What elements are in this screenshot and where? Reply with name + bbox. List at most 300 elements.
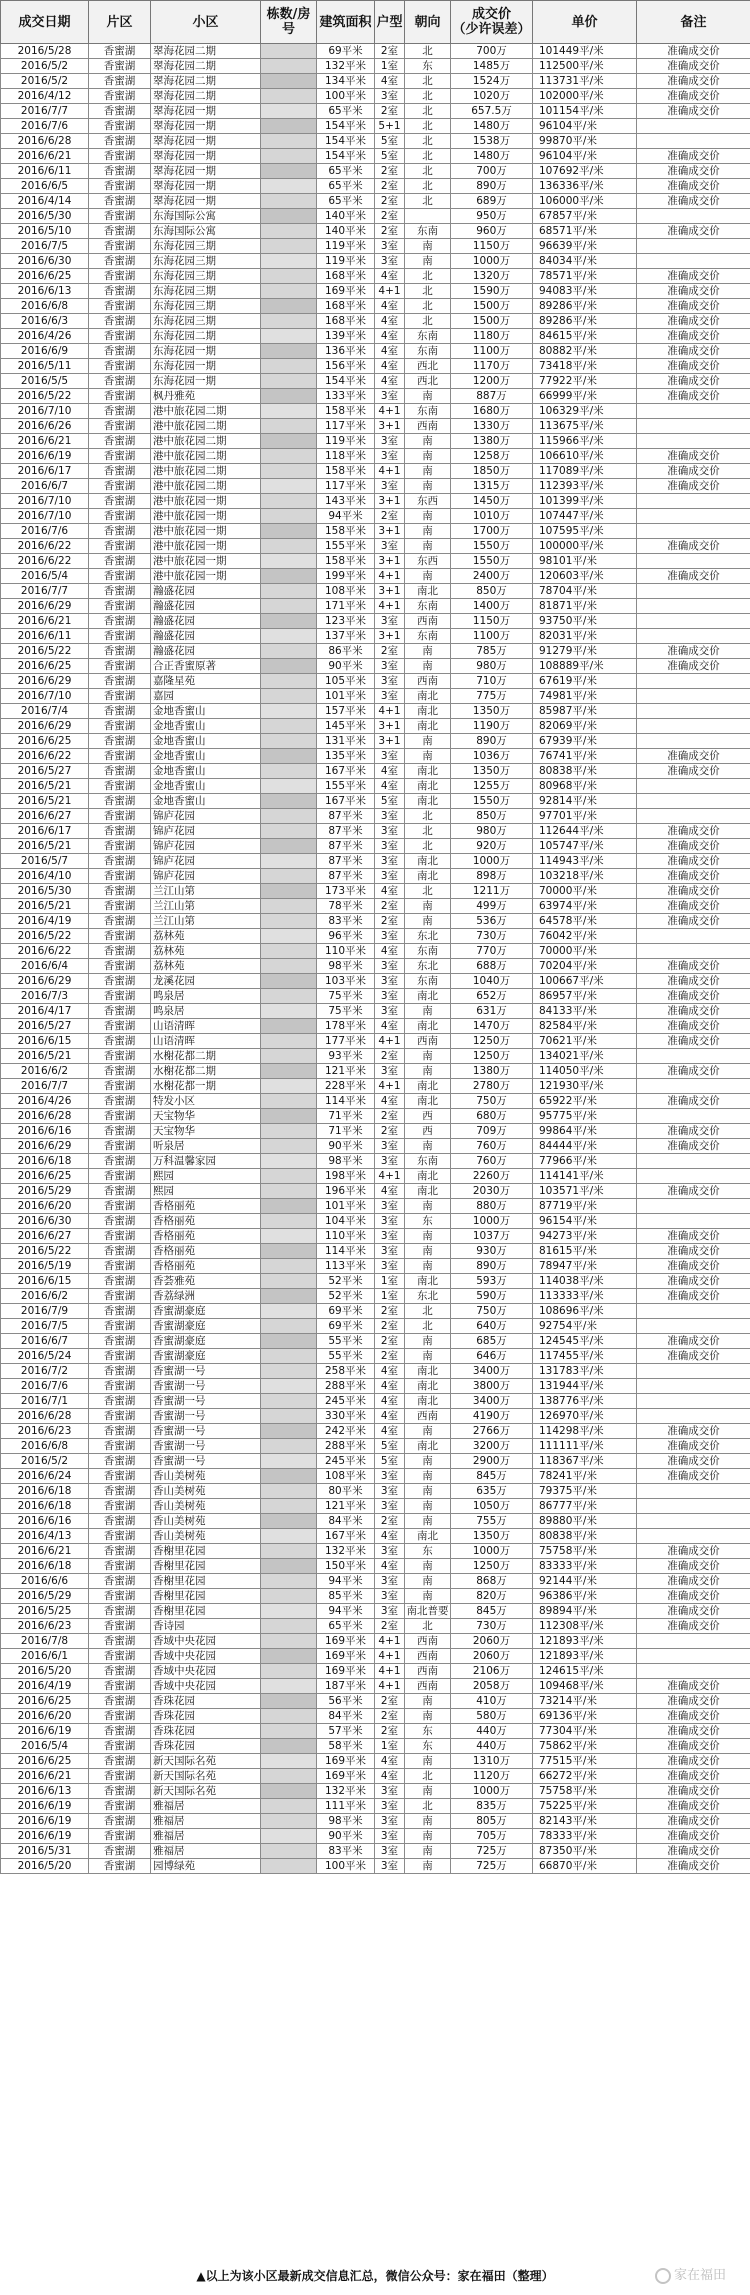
cell-price: 1550万	[451, 539, 533, 554]
cell-layout: 3室	[375, 1484, 405, 1499]
cell-community: 香山美树苑	[151, 1529, 261, 1544]
cell-price: 805万	[451, 1814, 533, 1829]
cell-area: 香蜜湖	[89, 464, 151, 479]
cell-floor-area: 187平米	[317, 1679, 375, 1694]
cell-remark	[637, 239, 750, 254]
cell-unit-price: 107692平/米	[533, 164, 637, 179]
cell-unit-price: 103218平/米	[533, 869, 637, 884]
cell-unit-price: 108696平/米	[533, 1304, 637, 1319]
cell-date: 2016/5/21	[1, 794, 89, 809]
cell-building	[261, 449, 317, 464]
cell-unit-price: 124545平/米	[533, 1334, 637, 1349]
cell-date: 2016/6/25	[1, 1694, 89, 1709]
cell-price: 646万	[451, 1349, 533, 1364]
cell-community: 天宝物华	[151, 1124, 261, 1139]
cell-date: 2016/6/20	[1, 1199, 89, 1214]
cell-price: 930万	[451, 1244, 533, 1259]
cell-layout: 3室	[375, 974, 405, 989]
cell-community: 港中旅花园二期	[151, 479, 261, 494]
cell-area: 香蜜湖	[89, 434, 151, 449]
cell-remark: 准确成交价	[637, 824, 750, 839]
cell-area: 香蜜湖	[89, 1739, 151, 1754]
cell-orientation: 东北	[405, 1289, 451, 1304]
cell-building	[261, 914, 317, 929]
cell-price: 1050万	[451, 1499, 533, 1514]
cell-layout: 5+1	[375, 119, 405, 134]
cell-price: 410万	[451, 1694, 533, 1709]
header-area: 片区	[89, 1, 151, 44]
cell-area: 香蜜湖	[89, 344, 151, 359]
cell-remark: 准确成交价	[637, 479, 750, 494]
cell-layout: 3室	[375, 1064, 405, 1079]
cell-area: 香蜜湖	[89, 1679, 151, 1694]
cell-date: 2016/5/21	[1, 899, 89, 914]
cell-unit-price: 98101平/米	[533, 554, 637, 569]
cell-community: 新天国际名苑	[151, 1784, 261, 1799]
cell-date: 2016/6/1	[1, 1649, 89, 1664]
cell-date: 2016/6/25	[1, 1169, 89, 1184]
table-row	[1, 914, 750, 929]
cell-unit-price: 84615平/米	[533, 329, 637, 344]
cell-price: 890万	[451, 179, 533, 194]
cell-date: 2016/7/7	[1, 584, 89, 599]
cell-orientation: 南	[405, 1199, 451, 1214]
cell-floor-area: 58平米	[317, 1739, 375, 1754]
cell-community: 香榭里花园	[151, 1589, 261, 1604]
cell-date: 2016/7/1	[1, 1394, 89, 1409]
cell-floor-area: 69平米	[317, 44, 375, 59]
cell-orientation: 西南	[405, 1634, 451, 1649]
cell-community: 香格丽苑	[151, 1214, 261, 1229]
cell-community: 金地香蜜山	[151, 764, 261, 779]
cell-floor-area: 167平米	[317, 764, 375, 779]
cell-community: 香山美树苑	[151, 1514, 261, 1529]
cell-community: 东海花园三期	[151, 314, 261, 329]
cell-layout: 3室	[375, 824, 405, 839]
cell-remark: 准确成交价	[637, 89, 750, 104]
cell-date: 2016/5/7	[1, 854, 89, 869]
cell-date: 2016/6/2	[1, 1064, 89, 1079]
cell-layout: 4室	[375, 1559, 405, 1574]
table-row	[1, 464, 750, 479]
cell-price: 850万	[451, 584, 533, 599]
cell-remark: 准确成交价	[637, 1559, 750, 1574]
cell-remark	[637, 1664, 750, 1679]
cell-remark: 准确成交价	[637, 1574, 750, 1589]
cell-floor-area: 85平米	[317, 1589, 375, 1604]
cell-unit-price: 114141平/米	[533, 1169, 637, 1184]
table-row	[1, 1814, 750, 1829]
cell-unit-price: 111111平/米	[533, 1439, 637, 1454]
cell-community: 嘉园	[151, 689, 261, 704]
cell-community: 香域中央花园	[151, 1664, 261, 1679]
table-row	[1, 1139, 750, 1154]
cell-community: 荔林苑	[151, 929, 261, 944]
cell-orientation: 南	[405, 1844, 451, 1859]
cell-date: 2016/5/22	[1, 1244, 89, 1259]
cell-unit-price: 80968平/米	[533, 779, 637, 794]
cell-floor-area: 84平米	[317, 1709, 375, 1724]
cell-price: 890万	[451, 1259, 533, 1274]
cell-layout: 3室	[375, 1574, 405, 1589]
cell-remark: 准确成交价	[637, 1844, 750, 1859]
cell-building	[261, 824, 317, 839]
cell-area: 香蜜湖	[89, 854, 151, 869]
cell-price: 1255万	[451, 779, 533, 794]
cell-community: 金地香蜜山	[151, 749, 261, 764]
cell-orientation: 南	[405, 1499, 451, 1514]
cell-area: 香蜜湖	[89, 149, 151, 164]
cell-community: 听泉居	[151, 1139, 261, 1154]
cell-area: 香蜜湖	[89, 1064, 151, 1079]
table-row	[1, 1799, 750, 1814]
cell-date: 2016/4/26	[1, 1094, 89, 1109]
cell-price: 898万	[451, 869, 533, 884]
table-row	[1, 1244, 750, 1259]
cell-price: 3200万	[451, 1439, 533, 1454]
cell-floor-area: 96平米	[317, 929, 375, 944]
cell-unit-price: 79375平/米	[533, 1484, 637, 1499]
cell-unit-price: 99864平/米	[533, 1124, 637, 1139]
cell-price: 593万	[451, 1274, 533, 1289]
cell-orientation: 南	[405, 749, 451, 764]
table-body	[1, 44, 750, 1874]
cell-remark: 准确成交价	[637, 1769, 750, 1784]
cell-orientation: 南北	[405, 1379, 451, 1394]
cell-layout: 4室	[375, 1379, 405, 1394]
cell-floor-area: 156平米	[317, 359, 375, 374]
cell-area: 香蜜湖	[89, 284, 151, 299]
cell-layout: 4室	[375, 1019, 405, 1034]
cell-remark: 准确成交价	[637, 59, 750, 74]
cell-price: 1250万	[451, 1559, 533, 1574]
cell-building	[261, 329, 317, 344]
header-price-note: （少许误差）	[452, 22, 531, 37]
cell-price: 980万	[451, 824, 533, 839]
cell-floor-area: 145平米	[317, 719, 375, 734]
cell-layout: 2室	[375, 914, 405, 929]
cell-orientation: 南	[405, 434, 451, 449]
cell-area: 香蜜湖	[89, 569, 151, 584]
cell-community: 东海国际公寓	[151, 209, 261, 224]
cell-remark: 准确成交价	[637, 659, 750, 674]
cell-layout: 2室	[375, 1304, 405, 1319]
cell-floor-area: 158平米	[317, 404, 375, 419]
cell-layout: 2室	[375, 104, 405, 119]
cell-community: 兰江山第	[151, 899, 261, 914]
cell-floor-area: 158平米	[317, 554, 375, 569]
cell-unit-price: 68571平/米	[533, 224, 637, 239]
cell-orientation: 南北	[405, 1394, 451, 1409]
cell-community: 香域中央花园	[151, 1649, 261, 1664]
cell-building	[261, 1364, 317, 1379]
cell-price: 2106万	[451, 1664, 533, 1679]
cell-floor-area: 93平米	[317, 1049, 375, 1064]
cell-price: 2260万	[451, 1169, 533, 1184]
cell-remark: 准确成交价	[637, 749, 750, 764]
cell-building	[261, 1319, 317, 1334]
cell-price: 1250万	[451, 1049, 533, 1064]
cell-area: 香蜜湖	[89, 1769, 151, 1784]
cell-orientation: 南北	[405, 719, 451, 734]
cell-area: 香蜜湖	[89, 899, 151, 914]
cell-orientation: 北	[405, 314, 451, 329]
cell-remark: 准确成交价	[637, 74, 750, 89]
cell-price: 1150万	[451, 239, 533, 254]
header-layout: 户型	[375, 1, 405, 44]
cell-area: 香蜜湖	[89, 1724, 151, 1739]
table-row	[1, 1214, 750, 1229]
table-row	[1, 554, 750, 569]
cell-layout: 3室	[375, 1499, 405, 1514]
cell-date: 2016/5/19	[1, 1259, 89, 1274]
cell-floor-area: 169平米	[317, 1769, 375, 1784]
cell-unit-price: 113731平/米	[533, 74, 637, 89]
cell-community: 港中旅花园二期	[151, 419, 261, 434]
cell-orientation: 东南	[405, 329, 451, 344]
cell-unit-price: 96154平/米	[533, 1214, 637, 1229]
cell-remark: 准确成交价	[637, 959, 750, 974]
table-row	[1, 1619, 750, 1634]
cell-area: 香蜜湖	[89, 1379, 151, 1394]
cell-floor-area: 100平米	[317, 89, 375, 104]
cell-layout: 5室	[375, 149, 405, 164]
cell-orientation: 北	[405, 884, 451, 899]
cell-community: 港中旅花园一期	[151, 494, 261, 509]
table-row	[1, 59, 750, 74]
cell-price: 3400万	[451, 1364, 533, 1379]
cell-price: 1500万	[451, 299, 533, 314]
cell-area: 香蜜湖	[89, 1799, 151, 1814]
cell-building	[261, 1739, 317, 1754]
cell-price: 1010万	[451, 509, 533, 524]
cell-layout: 4+1	[375, 1634, 405, 1649]
cell-floor-area: 132平米	[317, 59, 375, 74]
cell-layout: 2室	[375, 1334, 405, 1349]
cell-orientation: 北	[405, 1304, 451, 1319]
cell-orientation: 北	[405, 284, 451, 299]
cell-unit-price: 118367平/米	[533, 1454, 637, 1469]
cell-price: 845万	[451, 1604, 533, 1619]
cell-remark: 准确成交价	[637, 1754, 750, 1769]
cell-remark: 准确成交价	[637, 1064, 750, 1079]
cell-layout: 2室	[375, 1709, 405, 1724]
cell-community: 香荔绿洲	[151, 1289, 261, 1304]
cell-community: 园博绿苑	[151, 1859, 261, 1874]
cell-community: 翠海花园二期	[151, 74, 261, 89]
table-row	[1, 494, 750, 509]
cell-remark: 准确成交价	[637, 869, 750, 884]
cell-area: 香蜜湖	[89, 1439, 151, 1454]
cell-remark: 准确成交价	[637, 899, 750, 914]
cell-building	[261, 1724, 317, 1739]
cell-price: 1320万	[451, 269, 533, 284]
cell-layout: 4+1	[375, 284, 405, 299]
cell-orientation: 南北	[405, 704, 451, 719]
cell-building	[261, 464, 317, 479]
cell-date: 2016/6/9	[1, 344, 89, 359]
table-row	[1, 119, 750, 134]
cell-community: 香蜜湖一号	[151, 1439, 261, 1454]
cell-floor-area: 101平米	[317, 1199, 375, 1214]
table-row	[1, 1364, 750, 1379]
cell-community: 香格丽苑	[151, 1199, 261, 1214]
cell-building	[261, 164, 317, 179]
cell-layout: 3室	[375, 674, 405, 689]
cell-unit-price: 84034平/米	[533, 254, 637, 269]
cell-orientation: 南北	[405, 869, 451, 884]
cell-remark: 准确成交价	[637, 179, 750, 194]
cell-remark	[637, 1649, 750, 1664]
cell-date: 2016/4/14	[1, 194, 89, 209]
cell-unit-price: 103571平/米	[533, 1184, 637, 1199]
cell-layout: 4+1	[375, 1079, 405, 1094]
cell-price: 760万	[451, 1154, 533, 1169]
cell-layout: 3室	[375, 1844, 405, 1859]
cell-building	[261, 584, 317, 599]
cell-community: 兰江山第	[151, 884, 261, 899]
cell-building	[261, 1304, 317, 1319]
cell-orientation: 东南	[405, 224, 451, 239]
cell-price: 1485万	[451, 59, 533, 74]
cell-building	[261, 854, 317, 869]
cell-price: 1315万	[451, 479, 533, 494]
cell-date: 2016/6/22	[1, 944, 89, 959]
cell-unit-price: 75862平/米	[533, 1739, 637, 1754]
cell-layout: 2室	[375, 1349, 405, 1364]
cell-area: 香蜜湖	[89, 1559, 151, 1574]
cell-area: 香蜜湖	[89, 209, 151, 224]
cell-date: 2016/7/7	[1, 104, 89, 119]
cell-date: 2016/7/5	[1, 239, 89, 254]
cell-orientation: 北	[405, 1619, 451, 1634]
cell-layout: 2室	[375, 899, 405, 914]
cell-building	[261, 479, 317, 494]
cell-building	[261, 1289, 317, 1304]
cell-date: 2016/6/22	[1, 749, 89, 764]
cell-community: 香蜜湖一号	[151, 1424, 261, 1439]
cell-building	[261, 1244, 317, 1259]
cell-price: 1000万	[451, 254, 533, 269]
cell-date: 2016/5/25	[1, 1604, 89, 1619]
cell-area: 香蜜湖	[89, 914, 151, 929]
cell-layout: 2室	[375, 1109, 405, 1124]
cell-orientation: 西南	[405, 1649, 451, 1664]
cell-date: 2016/5/30	[1, 209, 89, 224]
cell-orientation: 西南	[405, 614, 451, 629]
cell-floor-area: 132平米	[317, 1544, 375, 1559]
cell-price: 705万	[451, 1829, 533, 1844]
cell-orientation: 北	[405, 824, 451, 839]
cell-date: 2016/4/13	[1, 1529, 89, 1544]
cell-orientation: 南	[405, 1859, 451, 1874]
cell-layout: 1室	[375, 1289, 405, 1304]
cell-area: 香蜜湖	[89, 179, 151, 194]
cell-floor-area: 168平米	[317, 299, 375, 314]
cell-area: 香蜜湖	[89, 1334, 151, 1349]
cell-date: 2016/5/30	[1, 884, 89, 899]
cell-orientation: 南	[405, 1424, 451, 1439]
cell-layout: 4+1	[375, 404, 405, 419]
cell-building	[261, 749, 317, 764]
cell-community: 港中旅花园二期	[151, 449, 261, 464]
cell-price: 1258万	[451, 449, 533, 464]
cell-layout: 3室	[375, 1589, 405, 1604]
cell-date: 2016/6/29	[1, 974, 89, 989]
cell-community: 东海花园三期	[151, 254, 261, 269]
table-row	[1, 104, 750, 119]
cell-unit-price: 82584平/米	[533, 1019, 637, 1034]
cell-orientation: 北	[405, 119, 451, 134]
cell-orientation: 西北	[405, 374, 451, 389]
cell-orientation: 南北	[405, 1529, 451, 1544]
table-row	[1, 599, 750, 614]
cell-unit-price: 75758平/米	[533, 1784, 637, 1799]
cell-remark	[637, 434, 750, 449]
cell-unit-price: 66272平/米	[533, 1769, 637, 1784]
cell-remark	[637, 599, 750, 614]
cell-price: 1310万	[451, 1754, 533, 1769]
table-row	[1, 1349, 750, 1364]
cell-remark: 准确成交价	[637, 449, 750, 464]
cell-price: 755万	[451, 1514, 533, 1529]
cell-remark: 准确成交价	[637, 1289, 750, 1304]
cell-layout: 4室	[375, 374, 405, 389]
cell-orientation: 南北	[405, 794, 451, 809]
table-row	[1, 224, 750, 239]
cell-unit-price: 107595平/米	[533, 524, 637, 539]
table-row	[1, 1514, 750, 1529]
cell-date: 2016/6/24	[1, 1469, 89, 1484]
cell-unit-price: 95775平/米	[533, 1109, 637, 1124]
cell-orientation: 南北	[405, 1094, 451, 1109]
cell-date: 2016/6/28	[1, 134, 89, 149]
cell-remark: 准确成交价	[637, 149, 750, 164]
cell-price: 1350万	[451, 764, 533, 779]
cell-unit-price: 121893平/米	[533, 1649, 637, 1664]
cell-date: 2016/7/5	[1, 1319, 89, 1334]
cell-layout: 4室	[375, 944, 405, 959]
footer-note: ▲以上为该小区最新成交信息汇总，微信公众号：家在福田（整理）	[196, 2269, 554, 2283]
cell-community: 香珠花园	[151, 1694, 261, 1709]
cell-building	[261, 1814, 317, 1829]
table-row	[1, 974, 750, 989]
cell-remark	[637, 674, 750, 689]
cell-date: 2016/5/20	[1, 1664, 89, 1679]
cell-building	[261, 1754, 317, 1769]
cell-orientation: 东西	[405, 494, 451, 509]
cell-remark	[637, 1199, 750, 1214]
cell-price: 1036万	[451, 749, 533, 764]
cell-building	[261, 239, 317, 254]
cell-orientation: 北	[405, 1319, 451, 1334]
cell-remark: 准确成交价	[637, 329, 750, 344]
cell-price: 631万	[451, 1004, 533, 1019]
cell-remark: 准确成交价	[637, 314, 750, 329]
cell-community: 东海国际公寓	[151, 224, 261, 239]
cell-community: 港中旅花园一期	[151, 509, 261, 524]
cell-floor-area: 65平米	[317, 179, 375, 194]
cell-unit-price: 67939平/米	[533, 734, 637, 749]
cell-unit-price: 131783平/米	[533, 1364, 637, 1379]
cell-price: 1590万	[451, 284, 533, 299]
cell-layout: 2室	[375, 1694, 405, 1709]
cell-area: 香蜜湖	[89, 1154, 151, 1169]
cell-floor-area: 87平米	[317, 854, 375, 869]
cell-remark	[637, 944, 750, 959]
table-row	[1, 644, 750, 659]
table-row	[1, 719, 750, 734]
